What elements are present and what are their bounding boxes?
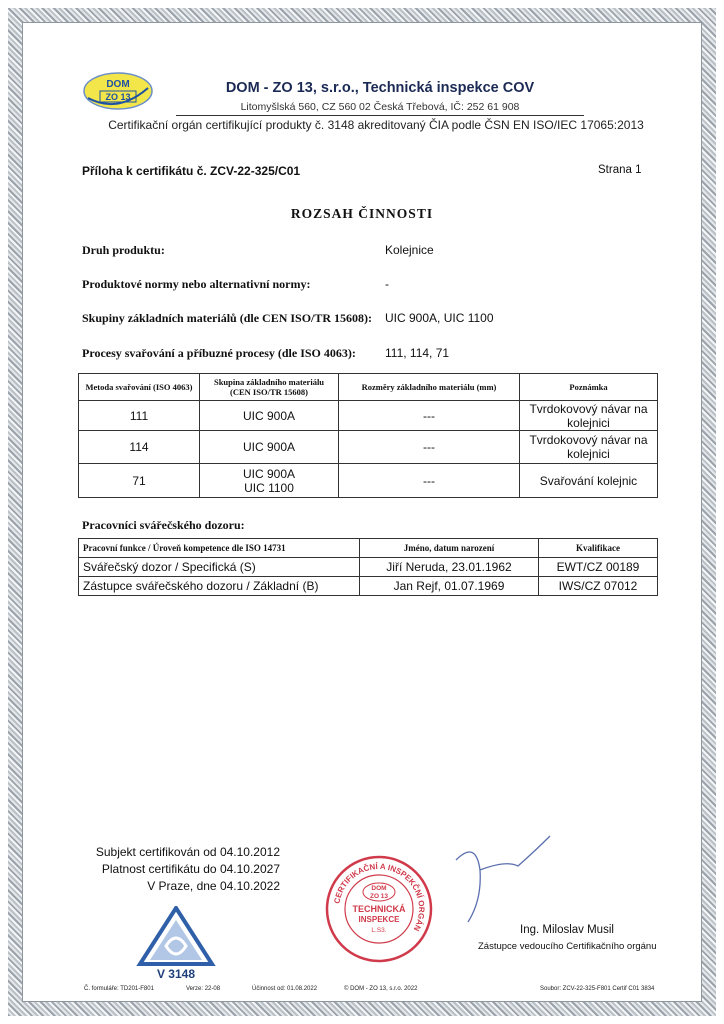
logo-text-top: DOM — [106, 79, 130, 90]
cell-dimensions: --- — [339, 464, 520, 498]
table-row — [79, 558, 658, 577]
footer-form-value: TD201-F801 — [120, 986, 154, 992]
stamp-line2: INSPEKCE — [358, 915, 400, 924]
page-number: Strana 1 — [598, 164, 642, 176]
col-header-dimensions: Rozměry základního materiálu (mm) — [339, 374, 520, 401]
date-value: 04.10.2027 — [219, 862, 280, 876]
logo-text-bottom: ZO 13 — [105, 92, 131, 102]
table-row — [79, 431, 658, 464]
footer-effective-value: 01.08.2022 — [287, 986, 318, 992]
table-row — [79, 577, 658, 596]
date-label: Subjekt certifikován od — [95, 845, 217, 859]
footer-file: Soubor: ZCV-22-325-F801 Certif C01 3834 — [540, 986, 655, 992]
field-value-product-norms: - — [385, 277, 389, 291]
col-header-role: Pracovní funkce / Úroveň kompetence dle ISO 14731 — [79, 539, 360, 558]
stamp-code: L.S3. — [371, 927, 387, 934]
field-label-welding-processes: Procesy svařování a příbuzné procesy (dle ISO 4063): — [82, 346, 356, 360]
handwritten-signature — [446, 830, 556, 930]
cell-material — [200, 464, 339, 498]
date-value: 04.10.2012 — [219, 845, 280, 859]
document-title: ROZSAH ČINNOSTI — [290, 206, 434, 221]
signatory-name: Ing. Miloslav Musil — [520, 924, 614, 936]
cell-material: UIC 900A — [200, 431, 339, 464]
cell-dimensions: --- — [339, 401, 520, 431]
date-label: Platnost certifikátu do — [101, 862, 217, 876]
cell-note: Tvrdokovový návar na kolejnici — [520, 431, 658, 464]
stamp-logo-top: DOM — [371, 885, 387, 892]
date-row — [60, 844, 280, 861]
footer-version — [186, 986, 220, 992]
footer-form — [84, 986, 154, 992]
supervision-table — [78, 538, 658, 596]
certification-dates — [60, 844, 280, 895]
footer-effective-label: Účinnost od: — [252, 986, 286, 992]
cell-note: Svařování kolejnic — [520, 464, 658, 498]
scope-table-header — [79, 374, 658, 401]
footer-form-label: Č. formuláře: — [84, 986, 119, 992]
cell-material-line2: UIC 1100 — [244, 480, 294, 495]
cell-material-line1: UIC 900A — [242, 466, 296, 481]
footer-version-value: 22-08 — [204, 986, 221, 992]
cell-method: 71 — [79, 464, 200, 498]
dom-zo13-logo — [82, 70, 154, 112]
certification-stamp — [324, 854, 434, 964]
accreditation-mark — [136, 906, 216, 982]
signatory-role: Zástupce vedoucího Certifikačního orgánu — [478, 941, 657, 952]
table-row — [79, 401, 658, 431]
stamp-ring-text: CERTIFIKAČNÍ A INSPEKČNÍ ORGÁN — [332, 861, 427, 933]
certification-statement: Certifikační orgán certifikující produkty č. 3148 akreditovaný ČIA podle ČSN EN ISO/IEC 17065:2013 — [108, 118, 644, 132]
date-row — [60, 878, 280, 895]
supervision-table-header — [79, 539, 658, 558]
table-row — [79, 464, 658, 498]
cell-material: UIC 900A — [200, 401, 339, 431]
cell-method: 111 — [79, 401, 200, 431]
field-label-material-groups: Skupiny základních materiálů (dle CEN ISO/TR 15608): — [82, 311, 373, 325]
col-header-material: Skupina základního materiálu (CEN ISO/TR 15608) — [200, 374, 339, 401]
stamp-logo-bottom: ZO 13 — [369, 893, 389, 900]
col-header-note: Poznámka — [520, 374, 658, 401]
cell-person: Jan Rejf, 01.07.1969 — [360, 577, 539, 596]
stamp-line1: TECHNICKÁ — [352, 904, 406, 914]
cell-role: Svářečský dozor / Specifická (S) — [79, 558, 360, 577]
col-header-qualification: Kvalifikace — [539, 539, 658, 558]
cell-person: Jiří Neruda, 23.01.1962 — [360, 558, 539, 577]
footer-version-label: Verze: — [186, 986, 204, 992]
organization-address: Litomyšlská 560, CZ 560 02 Česká Třebová, IČ: 252 61 908 — [176, 101, 584, 116]
field-value-product-type: Kolejnice — [385, 243, 434, 257]
date-label: V Praze, dne — [147, 879, 217, 893]
footer-copyright: © DOM - ZO 13, s.r.o. 2022 — [344, 986, 418, 992]
date-row — [60, 861, 280, 878]
field-label-product-norms: Produktové normy nebo alternativní normy: — [82, 277, 311, 291]
field-label-product-type: Druh produktu: — [82, 243, 165, 257]
footer-effective — [252, 986, 317, 992]
annex-reference: Příloha k certifikátu č. ZCV-22-325/C01 — [82, 164, 301, 178]
cell-note: Tvrdokovový návar na kolejnici — [520, 401, 658, 431]
organization-name: DOM - ZO 13, s.r.o., Technická inspekce COV — [225, 80, 535, 96]
scope-table — [78, 373, 658, 498]
cell-qualification: EWT/CZ 00189 — [539, 558, 658, 577]
accreditation-number: V 3148 — [156, 967, 196, 981]
date-value: 04.10.2022 — [219, 879, 280, 893]
field-value-welding-processes: 111, 114, 71 — [385, 346, 450, 360]
supervision-heading: Pracovníci svářečského dozoru: — [82, 518, 245, 532]
cell-method: 114 — [79, 431, 200, 464]
col-header-method: Metoda svařování (ISO 4063) — [79, 374, 200, 401]
cell-qualification: IWS/CZ 07012 — [539, 577, 658, 596]
cell-dimensions: --- — [339, 431, 520, 464]
cell-role: Zástupce svářečského dozoru / Základní (B) — [79, 577, 360, 596]
col-header-person: Jméno, datum narození — [360, 539, 539, 558]
field-value-material-groups: UIC 900A, UIC 1100 — [385, 311, 494, 325]
